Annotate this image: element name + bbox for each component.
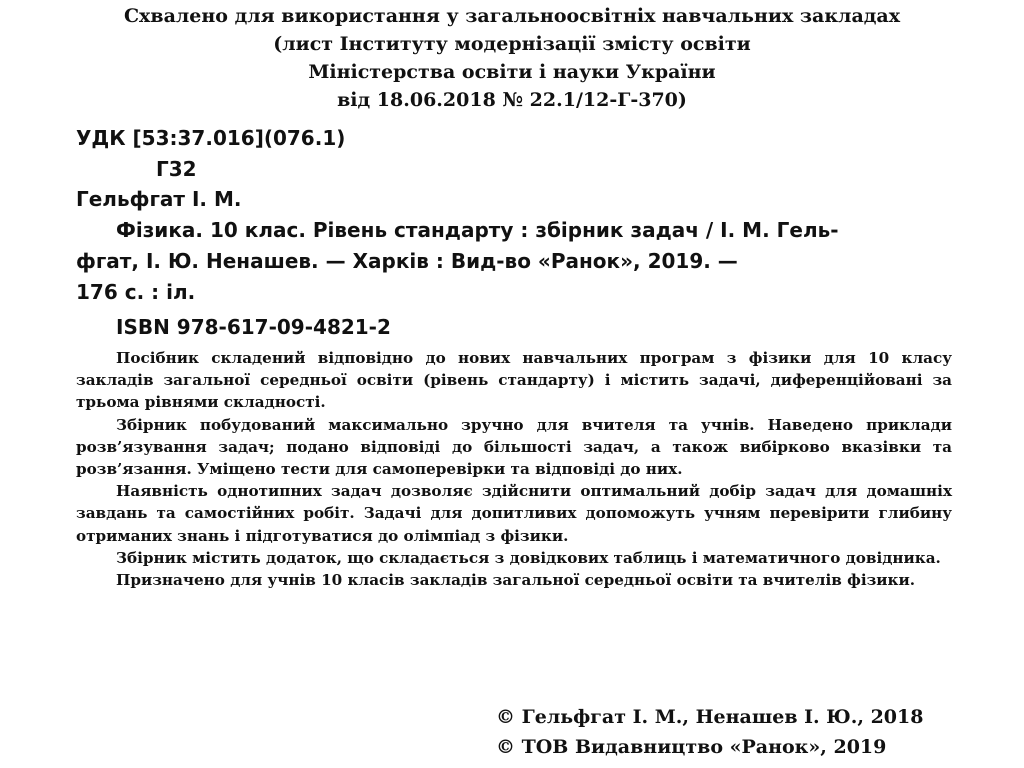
annotation-paragraph-5: Призначено для учнів 10 класів закладів загальної середньої освіти та вчителів фізики. xyxy=(116,571,916,590)
bib-line-1: Фізика. 10 клас. Рівень стандарту : збірник задач / І. М. Гель- xyxy=(116,218,839,242)
annotation xyxy=(76,347,952,591)
annotation-paragraph-1: Посібник складений відповідно до нових навчальних програм з фізики для 10 класу закладів загальної середньої освіти (рівень стандарту) і містить задачі, диференційовані за трьома рівнями складності. xyxy=(76,349,952,412)
udk-code: УДК [53:37.016](076.1) xyxy=(76,126,346,150)
annotation-paragraph-4: Збірник містить додаток, що складається з довідкових таблиць і математичного довідника. xyxy=(116,548,941,567)
annotation-paragraph-2: Збірник побудований максимально зручно для вчителя та учнів. Наведено приклади розв’язування задач; подано відповіді до більшості задач, а також вибірково вказівки та розв’язання. Уміщено тести для самоперевірки та відповіді до них. xyxy=(76,415,952,479)
bib-line-3: 176 с. : іл. xyxy=(76,280,196,304)
annotation-paragraph-3: Наявність однотипних задач дозволяє здійснити оптимальний добір задач для домашніх завдань та самостійних робіт. Задачі для допитливих допоможуть учням перевірити глибину отриманих знань і підготуватися до олімпіад з фізики. xyxy=(76,482,952,545)
approval-line-4: від 18.06.2018 № 22.1/12-Г-370) xyxy=(337,89,687,111)
isbn: ISBN 978-617-09-4821-2 xyxy=(116,315,391,339)
approval-line-2: (лист Інституту модернізації змісту освіти xyxy=(273,33,751,55)
bib-line-2: фгат, І. Ю. Ненашев. — Харків : Вид-во «Ранок», 2019. — xyxy=(76,249,738,273)
copyright-authors: © Гельфгат І. М., Ненашев І. Ю., 2018 xyxy=(496,706,924,728)
copyright-publisher: © ТОВ Видавництво «Ранок», 2019 xyxy=(496,736,887,758)
approval-line-1: Схвалено для використання у загальноосвітніх навчальних закладах xyxy=(123,5,901,27)
author-heading: Гельфгат І. М. xyxy=(76,187,242,211)
catalog-index: Г32 xyxy=(156,157,197,181)
approval-line-3: Міністерства освіти і науки України xyxy=(308,61,716,83)
